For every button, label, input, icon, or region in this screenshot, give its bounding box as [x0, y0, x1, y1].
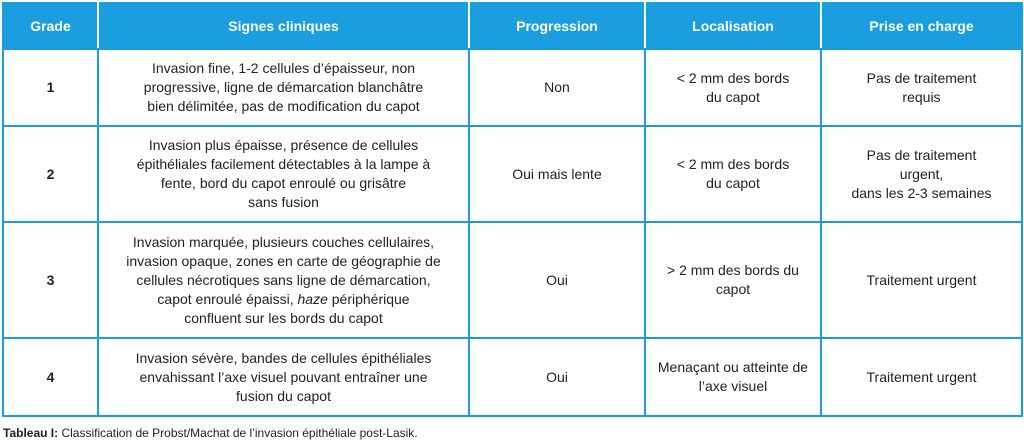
header-localisation: Localisation [645, 3, 821, 49]
text-line: > 2 mm des bords du [667, 262, 799, 278]
signes-cell [98, 338, 469, 416]
header-signes-cliniques: Signes cliniques [98, 3, 469, 49]
table-caption [3, 426, 418, 440]
text-line: du capot [706, 88, 760, 105]
text-line: sans fusion [248, 194, 319, 210]
progression-cell: Oui [469, 222, 645, 338]
table-row [3, 222, 1022, 338]
text-line: Invasion plus épaisse, présence de cellules [148, 137, 419, 153]
text-line: Pas de traitement [866, 146, 977, 163]
prise-cell [821, 126, 1022, 222]
table-row [3, 49, 1022, 126]
text-line: fente, bord du capot enroulé ou grisâtre [160, 175, 407, 191]
text-line: dans les 2-3 semaines [851, 184, 992, 201]
localisation-cell [645, 222, 821, 338]
text-line: confluent sur les bords du capot [184, 309, 383, 326]
signes-cell [98, 126, 469, 222]
progression-cell: Non [469, 49, 645, 126]
header-grade: Grade [3, 3, 98, 49]
caption-text: Classification de Probst/Machat de l’invasion épithéliale post-Lasik. [58, 426, 418, 440]
localisation-cell [645, 338, 821, 416]
localisation-cell [645, 126, 821, 222]
grade-cell: 3 [3, 222, 98, 338]
text-line: cellules nécrotiques sans ligne de démarcation, [136, 271, 431, 288]
text-line: Traitement urgent [866, 271, 977, 288]
prise-cell [821, 222, 1022, 338]
text-line: requis [902, 88, 941, 105]
text-line: Traitement urgent [866, 368, 977, 385]
grade-cell: 4 [3, 338, 98, 416]
text-line: épithéliales facilement détectables à la lampe à [136, 156, 431, 172]
caption-label: Tableau I: [3, 426, 59, 440]
text-line: Invasion fine, 1-2 cellules d’épaisseur, non [151, 60, 416, 76]
text-line: Invasion marquée, plusieurs couches cellulaires, [132, 233, 435, 250]
text-line: l’axe visuel [698, 378, 768, 394]
header-progression: Progression [469, 3, 645, 49]
text-line: Invasion sévère, bandes de cellules épithéliales [135, 349, 432, 366]
table-row [3, 126, 1022, 222]
progression-cell: Oui [469, 338, 645, 416]
italic-term: haze [297, 290, 328, 307]
header-prise-en-charge: Prise en charge [821, 3, 1022, 49]
text-line: du capot [706, 175, 760, 191]
grade-cell: 2 [3, 126, 98, 222]
text-line: < 2 mm des bords [676, 69, 790, 86]
header-row [3, 3, 1022, 49]
prise-cell [821, 49, 1022, 126]
text-line: urgent, [899, 165, 944, 182]
signes-cell [98, 49, 469, 126]
text-line: invasion opaque, zones en carte de géographie de [126, 252, 441, 269]
text-line: capot [715, 281, 751, 297]
table-row [3, 338, 1022, 416]
text-line: Pas de traitement [866, 69, 977, 86]
text-line: bien délimitée, pas de modification du capot [147, 98, 420, 114]
localisation-cell [645, 49, 821, 126]
classification-table [2, 2, 1023, 417]
grade-cell: 1 [3, 49, 98, 126]
text-line: Menaçant ou atteinte de [657, 359, 809, 375]
text-line: fusion du capot [236, 387, 331, 404]
text-line: envahissant l’axe visuel pouvant entraîner une [139, 368, 428, 385]
signes-cell [98, 222, 469, 338]
text-line: < 2 mm des bords [676, 156, 790, 172]
progression-cell: Oui mais lente [469, 126, 645, 222]
prise-cell [821, 338, 1022, 416]
text-line: capot enroulé épaissi, haze périphérique [157, 290, 410, 307]
text-line: progressive, ligne de démarcation blanchâtre [143, 79, 424, 95]
